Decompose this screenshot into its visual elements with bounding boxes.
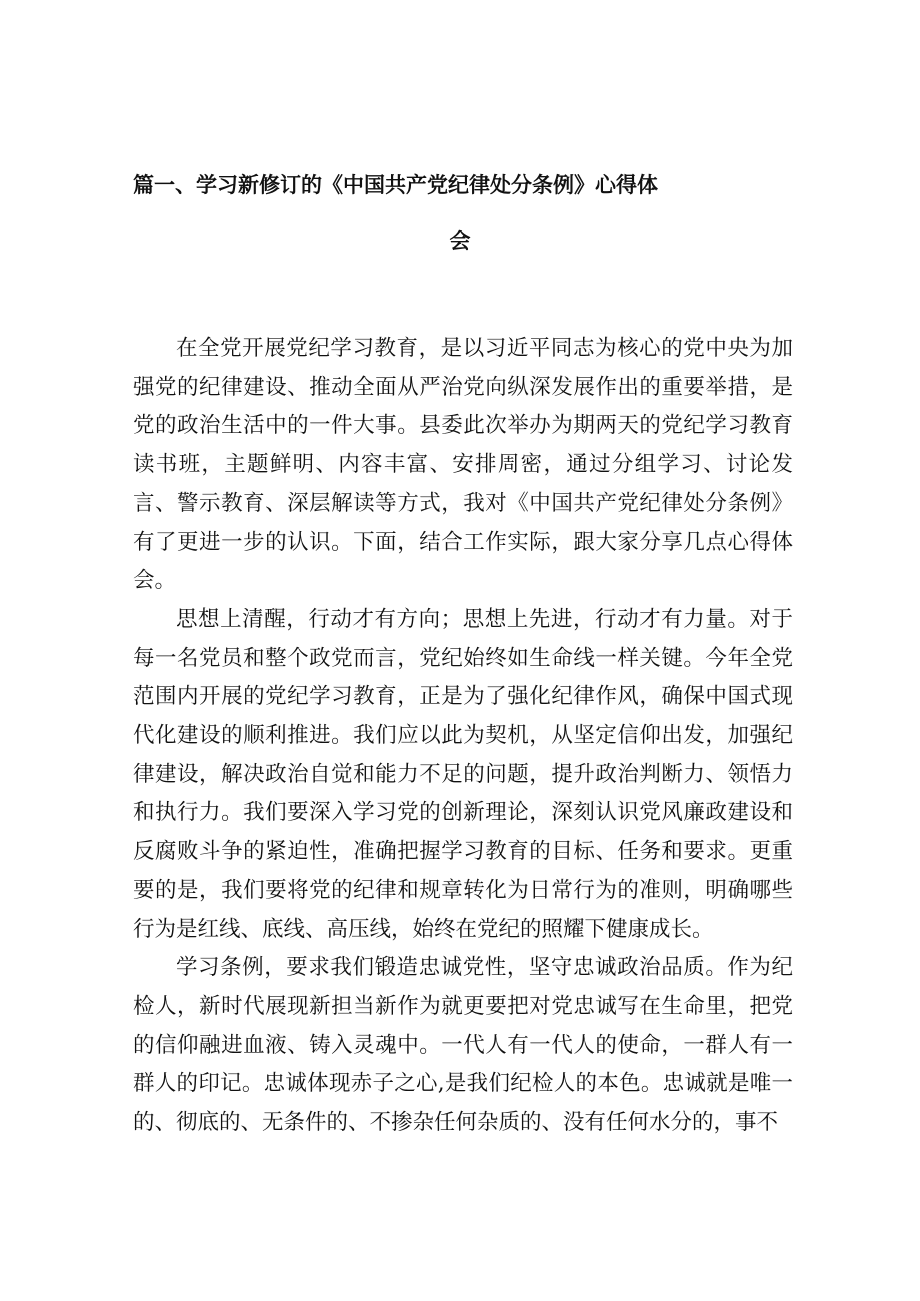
document-title-continuation: 会: [449, 228, 471, 253]
paragraph-loyalty: 学习条例，要求我们锻造忠诚党性，坚守忠诚政治品质。作为纪检人，新时代展现新担当新作为就更要把对党忠诚写在生命里，把党的信仰融进血液、铸入灵魂中。一代人有一代人的使命，一群人有一群人的印记。忠诚体现赤子之心,是我们纪检人的本色。忠诚就是唯一的、彻底的、无条件的、不掺杂任何杂质的、没有任何水分的，事不: [133, 955, 793, 1136]
paragraph-thought: 思想上清醒，行动才有方向；思想上先进，行动才有力量。对于每一名党员和整个政党而言，党纪始终如生命线一样关键。今年全党范围内开展的党纪学习教育，正是为了强化纪律作风，确保中国式现代化建设的顺利推进。我们应以此为契机，从坚定信仰出发，加强纪律建设，解决政治自觉和能力不足的问题，提升政治判断力、领悟力和执行力。我们要深入学习党的创新理论，深刻认识党风廉政建设和反腐败斗争的紧迫性，准确把握学习教育的目标、任务和要求。更重要的是，我们要将党的纪律和规章转化为日常行为的准则，明确哪些行为是红线、底线、高压线，始终在党纪的照耀下健康成长。: [133, 606, 793, 942]
paragraph-intro: 在全党开展党纪学习教育，是以习近平同志为核心的党中央为加强党的纪律建设、推动全面从严治党向纵深发展作出的重要举措，是党的政治生活中的一件大事。县委此次举办为期两天的党纪学习教育读书班，主题鲜明、内容丰富、安排周密，通过分组学习、讨论发言、警示教育、深层解读等方式，我对《中国共产党纪律处分条例》有了更进一步的认识。下面，结合工作实际，跟大家分享几点心得体会。: [133, 336, 793, 594]
document-body: [133, 330, 793, 1143]
document-title: 篇一、学习新修订的《中国共产党纪律处分条例》心得体: [133, 172, 658, 197]
